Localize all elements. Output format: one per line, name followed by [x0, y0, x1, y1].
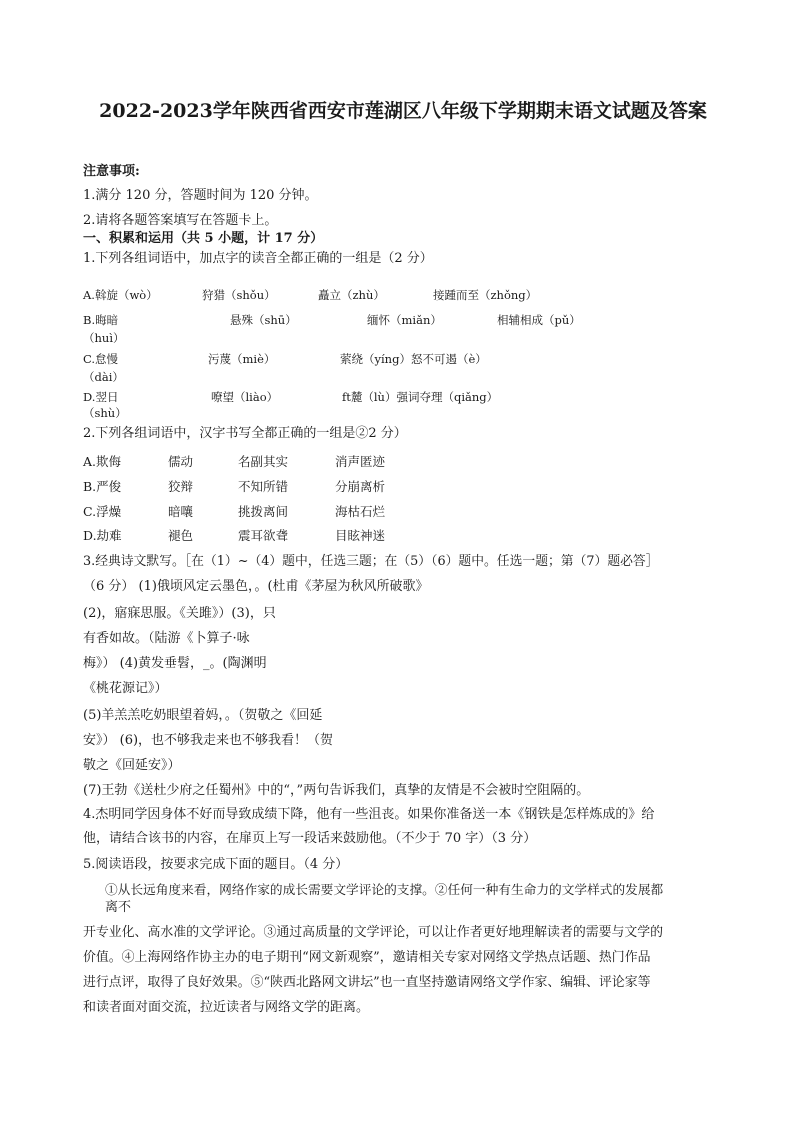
q3-line: (2)，寤寐思服。《关雎》）(3)，只 [83, 606, 276, 621]
q4-line: 4.杰明同学因身体不好而导致成绩下降，他有一些沮丧。如果你准备送一本《钢铁是怎样炼成的》给 [83, 807, 655, 822]
q1-option-c-1: C.怠慢 [83, 352, 119, 366]
q3-line: （6 分） (1)俄顷风定云墨色，。(杜甫《茅屋为秋风所破歌》 [83, 579, 429, 594]
q2-option-c-1: C.浮燥 [83, 504, 122, 519]
q2-option-d-2: 褪色 [168, 528, 194, 543]
q2-option-b-2: 狡辩 [168, 479, 194, 494]
q5-passage-line: ①从长远角度来看，网络作家的成长需要文学评论的支撑。②任何一种有生命力的文学样式的发展都 [105, 882, 664, 897]
q3-line: 《桃花源记》） [83, 681, 168, 696]
notice-heading: 注意事项: [83, 164, 140, 179]
q1-option-a-1: A.斡旋（wò） [83, 288, 158, 302]
q5-passage-line: 离不 [105, 900, 132, 915]
q5-stem: 5.阅读语段，按要求完成下面的题目。（4 分） [83, 857, 349, 872]
q5-passage-line: 和读者面对面交流，拉近读者与网络文学的距离。 [83, 1000, 370, 1015]
q2-option-d-1: D.劫难 [83, 528, 122, 543]
q5-passage-line: 开专业化、高水准的文学评论。③通过高质量的文学评论，可以让作者更好地理解读者的需要与文学的 [83, 925, 664, 940]
q3-line: 敬之《回延安》） [83, 758, 181, 773]
notice-item: 2.请将各题答案填写在答题卡上。 [83, 213, 278, 228]
q2-option-a-4: 消声匿迹 [335, 454, 386, 469]
q2-option-b-1: B.严俊 [83, 479, 122, 494]
page-title: 2022-2023学年陕西省西安市莲湖区八年级下学期期末语文试题及答案 [99, 100, 707, 122]
q1-option-d-reading: （shù） [83, 406, 127, 420]
q1-option-a-3: 矗立（zhù） [318, 288, 385, 302]
q3-stem: 3.经典诗文默写。［在（1）~（4）题中，任选三题；在（5）（6）题中。任选一题；第（7）题必答］ [83, 554, 659, 569]
q5-passage-line: 价值。④上海网络作协主办的电子期刊“网文新观察”，邀请相关专家对网络文学热点话题、热门作品 [83, 950, 651, 965]
q2-option-a-2: 儒动 [168, 454, 194, 469]
q3-line: 有香如故。（陆游《卜算子·咏 [83, 631, 250, 646]
q2-option-b-3: 不知所错 [238, 479, 289, 494]
q3-line: 安》） (6)，也不够我走来也不够我看！（贺 [83, 733, 334, 748]
q1-option-c-2: 污蔑（miè） [208, 352, 276, 366]
q1-option-a-2: 狩猎（shǒu） [202, 288, 276, 302]
q1-option-b-2: 悬殊（shū） [230, 313, 297, 327]
q2-option-d-4: 目眩神迷 [335, 528, 386, 543]
q2-option-c-3: 挑拨离间 [238, 504, 289, 519]
notice-item: 1.满分 120 分，答题时间为 120 分钟。 [83, 188, 318, 203]
q4-line: 他，请结合该书的内容，在扉页上写一段话来鼓励他。（不少于 70 字）（3 分） [83, 831, 537, 846]
q2-option-c-2: 暗嚷 [168, 504, 194, 519]
q1-option-d-3: ft麓（lù）强词夺理（qiǎng） [342, 390, 499, 404]
q1-option-d-1: D.翌日 [83, 390, 119, 404]
q1-option-c-3: 萦绕（yíng）怒不可遏（è） [340, 352, 487, 366]
q2-stem: 2.下列各组词语中，汉字书写全都正确的一组是②2 分） [83, 426, 407, 441]
q1-option-b-4: 相辅相成（pǔ） [497, 313, 581, 327]
q1-option-a-4: 接踵而至（zhǒng） [433, 288, 538, 302]
q1-option-d-2: 嘹望（liào） [211, 390, 279, 404]
section-heading: 一、积累和运用（共 5 小题，计 17 分） [83, 231, 324, 246]
q5-passage-line: 进行点评，取得了良好效果。⑤“陕西北路网文讲坛”也一直坚持邀请网络文学作家、编辑、评论家等 [83, 975, 651, 990]
q2-option-c-4: 海枯石烂 [335, 504, 386, 519]
q1-option-b-1: B.晦暗 [83, 313, 119, 327]
q2-option-d-3: 震耳欲聋 [238, 528, 289, 543]
q2-option-a-3: 名副其实 [238, 454, 289, 469]
q3-line: (7)王勃《送杜少府之任蜀州》中的“，”两句告诉我们，真挚的友情是不会被时空阻隔的。 [83, 783, 590, 798]
q3-line: (5)羊羔羔吃奶眼望着妈，。（贺敬之《回延 [83, 708, 323, 723]
q1-option-c-reading: （dài） [83, 370, 124, 384]
q2-option-b-4: 分崩离析 [335, 479, 386, 494]
q2-option-a-1: A.欺侮 [83, 454, 122, 469]
q1-stem: 1.下列各组词语中，加点字的读音全都正确的一组是（2 分） [83, 251, 433, 266]
q1-option-b-3: 缅怀（miǎn） [367, 313, 442, 327]
q3-line: 梅》） (4)黄发垂髫，_。(陶渊明 [83, 656, 267, 671]
q1-option-b-reading: （huì） [83, 331, 125, 345]
